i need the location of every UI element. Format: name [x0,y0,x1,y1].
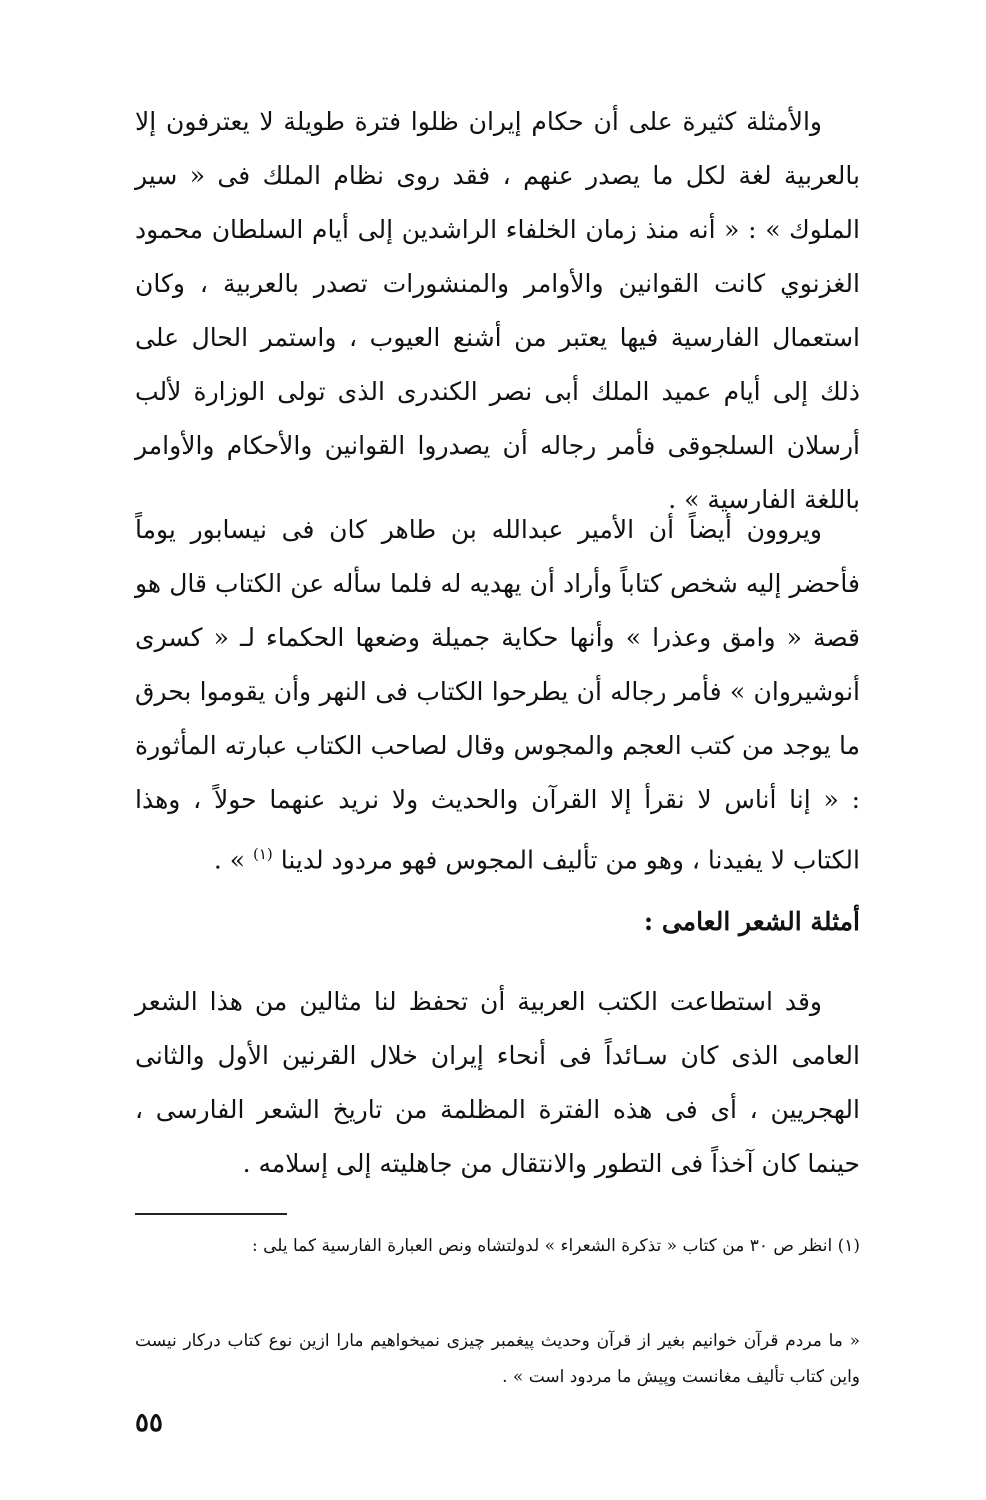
paragraph-3 [135,975,860,1191]
footnote-divider [135,1213,287,1215]
paragraph-2 [135,503,860,887]
paragraph-2-text: ويروون أيضاً أن الأمير عبدالله بن طاهر كان فى نيسابور يوماً فأحضر إليه شخص كتاباً وأراد أن يهديه له فلما سأله عن الكتاب قال هو قصة « وامق وعذرا » وأنها حكاية جميلة وضعها الحكماء لـ « كسرى أنوشيروان » فأمر رجاله أن يطرحوا الكتاب فى النهر وأن يقوموا بحرق ما يوجد من كتب العجم والمجوس وقال لصاحب الكتاب عبارته المأثورة : « إنا أناس لا نقرأ إلا القرآن والحديث ولا نريد عنهما حولاً ، وهذا الكتاب لا يفيدنا ، وهو من تأليف المجوس فهو مردود لدينا [135,515,860,875]
paragraph-3-text: وقد استطاعت الكتب العربية أن تحفظ لنا مثالين من هذا الشعر العامى الذى كان سـائداً فى أنحاء إيران خلال القرنين الأول والثانى الهجريين ، أى فى هذه الفترة المظلمة من تاريخ الشعر الفارسى ، حينما كان آخذاً فى التطور والانتقال من جاهليته إلى إسلامه . [135,987,860,1178]
footnote-quote: « ما مردم قرآن خوانيم بغير از قرآن وحديث پيغمبر چيزى نميخواهيم مارا ازين نوع كتاب دركار نيست واين كتاب تأليف مغانست وپيش ما مردود است » . [135,1331,860,1387]
paragraph-1 [135,95,860,527]
page-number: ٥٥ [135,1408,163,1438]
footnote-reference: (١) [252,845,273,863]
paragraph-2-end: » . [213,845,246,875]
section-heading: أمثلة الشعر العامى : [643,907,860,936]
footnote: (١) انظر ص ٣٠ من كتاب « تذكرة الشعراء » لدولتشاه ونص العبارة الفارسية كما يلى : [251,1236,860,1256]
book-page [135,95,860,1445]
paragraph-1-text: والأمثلة كثيرة على أن حكام إيران ظلوا فترة طويلة لا يعترفون إلا بالعربية لغة لكل ما يصدر عنهم ، فقد روى نظام الملك فى « سير الملوك » : « أنه منذ زمان الخلفاء الراشدين إلى أيام السلطان محمود الغزنوي كانت القوانين والأوامر والمنشورات تصدر بالعربية ، وكان استعمال الفارسية فيها يعتبر من أشنع العيوب ، واستمر الحال على ذلك إلى أيام عميد الملك أبى نصر الكندرى الذى تولى الوزارة لألب أرسلان السلجوقى فأمر رجاله أن يصدروا القوانين والأحكام والأوامر باللغة الفارسية » . [135,107,860,514]
